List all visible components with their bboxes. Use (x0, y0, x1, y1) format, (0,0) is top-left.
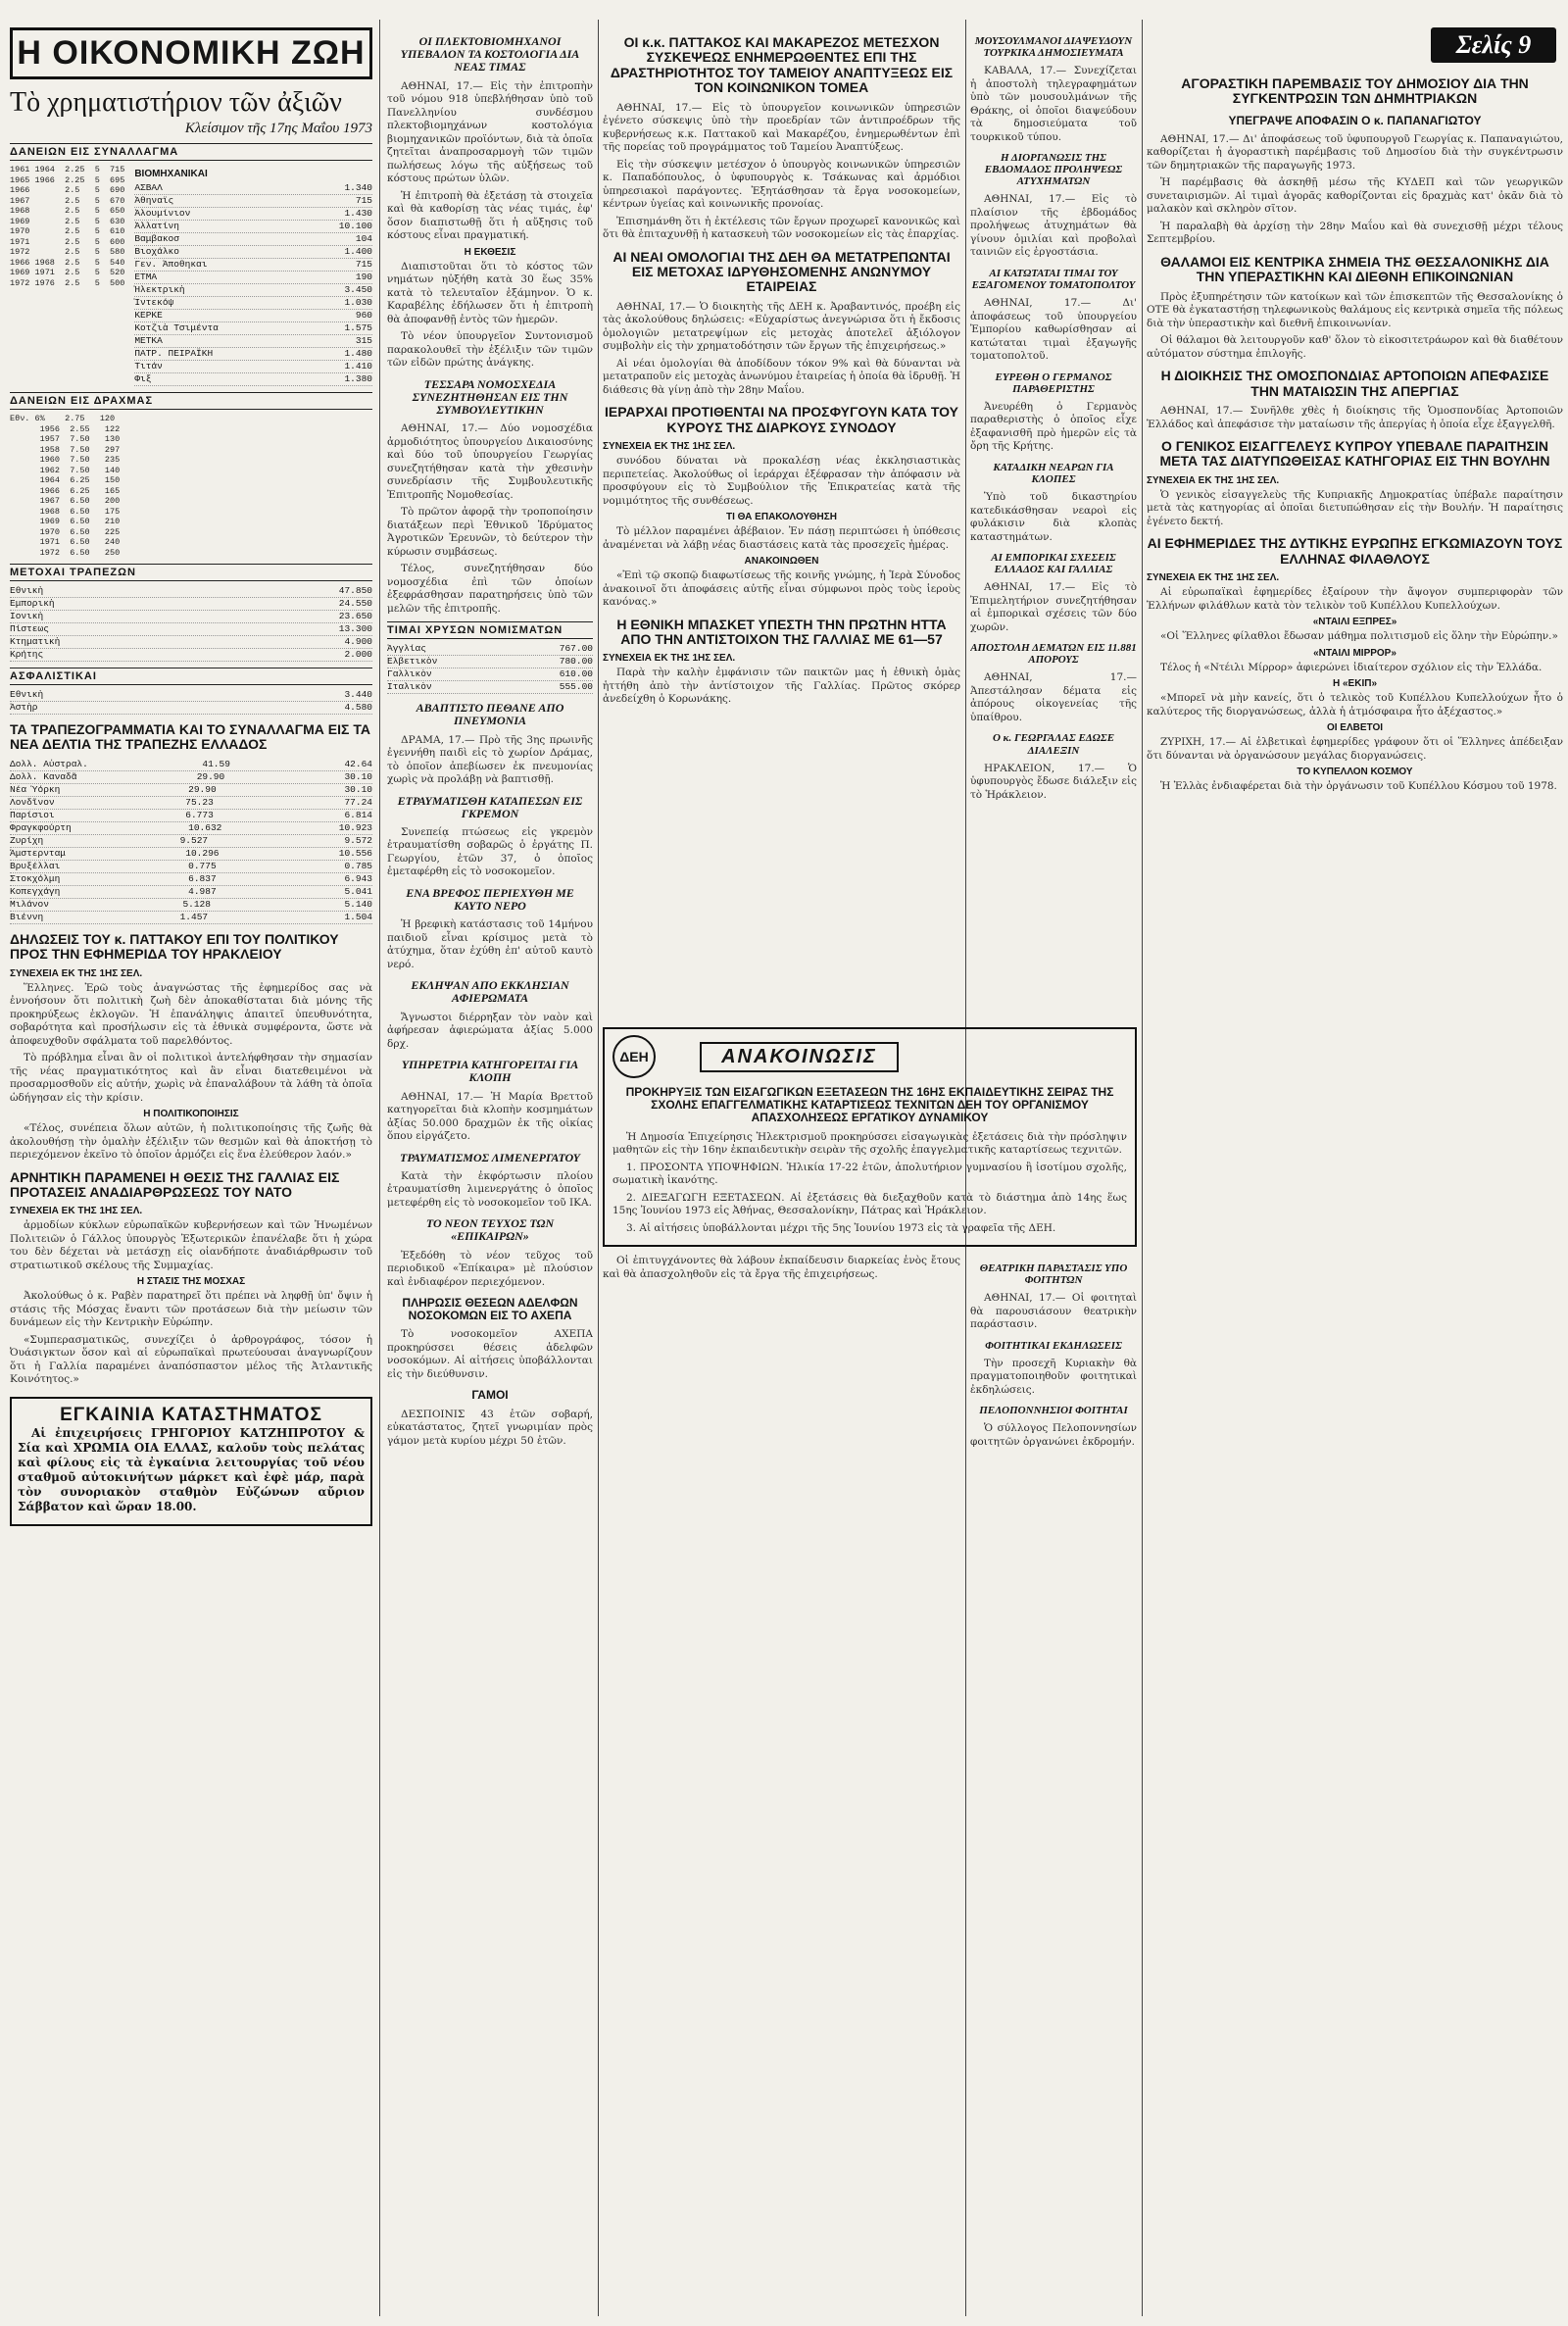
row-value: 47.850 (338, 585, 372, 596)
subheading: ΟΙ ΕΛΒΕΤΟΙ (1326, 722, 1384, 734)
headline-cliff: ΕΤΡΑΥΜΑΤΙΣΘΗ ΚΑΤΑΠΕΣΩΝ ΕΙΣ ΓΚΡΕΜΟΝ (397, 793, 583, 820)
row-value: 5.128 (182, 898, 211, 910)
table-row (134, 259, 372, 272)
article-text: «Τέλος, συνέπεια ὅλων αὐτῶν, ἡ πολιτικοποίησις τῆς ζωῆς θὰ ἀκολουθήσῃ τὴν ὁμαλὴν ἐξέλιξιν τῶν θεσμῶν καὶ θὰ ἀποκτήσῃ τὸ περιεχόμενον ἐκεῖνο τὸ ὁποῖον ἁρμόζει εἰς ἕνα ἐλεύθερον λαόν.» (10, 1122, 372, 1162)
table-row (10, 797, 372, 810)
headline-baby: ΑΒΑΠΤΙΣΤΟ ΠΕΘΑΝΕ ΑΠΟ ΠΝΕΥΜΟΝΙΑ (416, 701, 564, 728)
subheading: ΤΟ ΚΥΠΕΛΛΟΝ ΚΟΣΜΟΥ (1297, 767, 1413, 778)
row-value: 13.300 (338, 623, 372, 634)
row-label: Μιλάνον (10, 898, 49, 910)
row-label: Ἀθηναϊς (134, 195, 174, 206)
row-value: 9.527 (179, 834, 209, 846)
bourse-date: Κλείσιμον τῆς 17ης Μαΐου 1973 (184, 121, 372, 136)
row-label: Κρήτης (10, 649, 44, 660)
headline-basketball: Η ΕΘΝΙΚΗ ΜΠΑΣΚΕΤ ΥΠΕΣΤΗ ΤΗΝ ΠΡΩΤΗΝ ΗΤΤΑ ΑΠΟ ΤΗΝ ΑΝΤΙΣΤΟΙΧΟΝ ΤΗΣ ΓΑΛΛΙΑΣ ΜΕ 61—57 (616, 616, 947, 647)
article-text: 1. ΠΡΟΣΟΝΤΑ ΥΠΟΨΗΦΙΩΝ. Ἡλικία 17-22 ἐτῶν, ἀπολυτήριον γυμνασίου ἢ ἰσοτίμου σχολῆς, σωματικὴ ἰκανότης. (612, 1161, 1127, 1187)
page-number-badge: Σελίς 9 (1431, 27, 1556, 63)
headline-deh-exams: ΠΡΟΚΗΡΥΞΙΣ ΤΩΝ ΕΙΣΑΓΩΓΙΚΩΝ ΕΞΕΤΑΣΕΩΝ ΤΗΣ 16ΗΣ ΕΚΠΑΙΔΕΥΤΙΚΗΣ ΣΕΙΡΑΣ ΤΗΣ ΣΧΟΛΗΣ ΕΠΑΓΓΕΛΜΑΤΙΚΗΣ ΚΑΤΑΡΤΙΣΕΩΣ ΤΕΧΝΙΤΩΝ ΔΕΗ ΤΟΥ ΟΡΓΑΝΙΣΜΟΥ ΑΠΑΣΧΟΛΗΣΕΩΣ ΕΡΓΑΤΙΚΟΥ ΔΥΝΑΜΙΚΟΥ (625, 1085, 1114, 1125)
row-label: Ἐθνικὴ (10, 689, 44, 700)
subheading: Η «ΕΚΙΠ» (1332, 678, 1377, 690)
row-value: 767.00 (559, 643, 593, 655)
article-text: ΑΘΗΝΑΙ, 17.— Ἡ Μαρία Βρεττοῦ κατηγορεῖται διὰ κλοπὴν κοσμημάτων ἀξίας 50.000 δραχμῶν ἐκ τῆς οἰκίας ὅπου εἰργάζετο. (387, 1090, 593, 1142)
row-label: Ἠλεκτρικὴ (134, 284, 185, 295)
headline-forex: ΤΑ ΤΡΑΠΕΖΟΓΡΑΜΜΑΤΙΑ ΚΑΙ ΤΟ ΣΥΝΑΛΛΑΓΜΑ ΕΙΣ ΤΑ ΝΕΑ ΔΕΛΤΙΑ ΤΗΣ ΤΡΑΠΕΖΗΣ ΕΛΛΑΔΟΣ (10, 721, 370, 753)
article-text: ἀρμοδίων κύκλων εὐρωπαϊκῶν κυβερνήσεων καὶ τῶν Ἡνωμένων Πολιτειῶν ὁ Γάλλος ὑπουργὸς Ἐξωτερικῶν ἐπανέλαβε ὅτι ἡ χώρα του δὲν δέχεται νὰ μετάσχῃ εἰς οἱανδήποτε ἀναδιάρθρωσιν τοῦ στρατιωτικοῦ σκέλους τῆς Συμμαχίας. (10, 1219, 372, 1271)
row-value: 30.10 (344, 770, 372, 782)
subheading: Η ΠΟΛΙΤΙΚΟΠΟΙΗΣΙΣ (143, 1109, 239, 1120)
headline-pattakos-makarezos: ΟΙ κ.κ. ΠΑΤΤΑΚΟΣ ΚΑΙ ΜΑΚΑΡΕΖΟΣ ΜΕΤΕΣΧΟΝ ΣΥΣΚΕΨΕΩΣ ΕΝΗΜΕΡΩΘΕΝΤΕΣ ΕΠΙ ΤΗΣ ΔΡΑΣΤΗΡΙΟΤΗΤΟΣ ΤΟΥ ΤΑΜΕΙΟΥ ΑΝΑΠΤΥΞΕΩΣ ΕΙΣ ΤΟΝ ΚΟΙΝΩΝΙΚΟΝ ΤΟΜΕΑ (610, 34, 954, 96)
table-row (10, 873, 372, 886)
subheading: Η ΣΤΑΣΙΣ ΤΗΣ ΜΟΣΧΑΣ (136, 1276, 246, 1288)
table-row (134, 233, 372, 246)
table-row (134, 272, 372, 284)
article-text: Διαπιστοῦται ὅτι τὸ κόστος τῶν νημάτων ηὐξήθη κατὰ 30 ἕως 35% κατὰ τὸ τελευταῖον ἑξάμηνον. Ὁ κ. Καραβέλης ἐδήλωσεν ὅτι ἡ ἐπιτροπὴ θὰ ἀποφανθῇ ἐντὸς τῶν ἡμερῶν. (387, 260, 593, 325)
article-text: ΑΘΗΝΑΙ, 17.— Εἰς τὸ Ἐπιμελητήριον συνεζητήθησαν αἱ ἐμπορικαὶ σχέσεις τῶν δύο χωρῶν. (970, 581, 1137, 633)
table-row (134, 373, 372, 386)
headline-infant: ΕΝΑ ΒΡΕΦΟΣ ΠΕΡΙΕΧΥΘΗ ΜΕ ΚΑΥΤΟ ΝΕΡΟ (406, 885, 574, 914)
article-text: Αἱ νέαι ὁμολογίαι θὰ ἀποδίδουν τόκον 9% καὶ θὰ δύνανται νὰ μετατραποῦν εἰς μετοχὰς ἀνωνύμου ἑταιρείας ἡ ὁποία θὰ ἱδρυθῇ. Ἡ διάθεσις θὰ γίνῃ ἀπὸ τὴν 28ην Μαΐου. (603, 357, 960, 396)
headline-theft-trial: ΚΑΤΑΔΙΚΗ ΝΕΑΡΩΝ ΓΙΑ ΚΛΟΠΕΣ (993, 461, 1114, 485)
row-value: 1.457 (179, 911, 209, 922)
row-value: 1.480 (344, 348, 372, 359)
row-value: 29.90 (196, 770, 225, 782)
article-text: ΑΘΗΝΑΙ, 17.— Συνῆλθε χθὲς ἡ διοίκησις τῆς Ὁμοσπονδίας Ἀρτοποιῶν Ἑλλάδος καὶ ἀπεφάσισε τὴν ματαίωσιν τῆς ἀπεργίας ἡ ὁποία εἶχε ἐξαγγελθῆ. (1147, 405, 1563, 430)
table-row (134, 284, 372, 297)
table-row (134, 195, 372, 208)
table-row (10, 771, 372, 784)
row-label: Νέα Ὑόρκη (10, 783, 61, 795)
row-value: 610.00 (559, 668, 593, 680)
article-text: Τέλος, συνεζητήθησαν δύο νομοσχέδια ἐπὶ τῶν ὁποίων ἐξεφράσθησαν παρατηρήσεις ὑπὸ τῶν μελῶν τῆς ἐπιτροπῆς. (387, 563, 593, 615)
row-label: Ἀλλατίνη (134, 221, 179, 231)
row-value: 2.000 (344, 649, 372, 660)
row-label: Δολλ. Καναδᾶ (10, 770, 77, 782)
table-row (134, 297, 372, 310)
row-label: Ἀγγλίας (387, 643, 426, 655)
row-label: ΑΣΒΑΛ (134, 182, 163, 193)
row-label: Κοτζιὰ Τσιμέντα (134, 322, 219, 333)
forex-table (10, 759, 372, 924)
row-value: 1.410 (344, 361, 372, 371)
subheading: ΤΙ ΘΑ ΕΠΑΚΟΛΟΥΘΗΣΗ (726, 512, 837, 523)
headline-maid: ΥΠΗΡΕΤΡΙΑ ΚΑΤΗΓΟΡΕΙΤΑΙ ΓΙΑ ΚΛΟΠΗ (401, 1058, 579, 1085)
row-label: Γαλλικὸν (387, 668, 432, 680)
article-text: Ἐπισημάνθη ὅτι ἡ ἐκτέλεσις τῶν ἔργων προχωρεῖ κανονικῶς καὶ ὅτι θὰ ἐπιταχυνθῇ ἡ κατασκευὴ τῶν νοσοκομείων εἰς τὰς ἐπαρχίας. (603, 215, 960, 241)
article-text: Ὁ σύλλογος Πελοποννησίων φοιτητῶν ὀργανώνει ἐκδρομήν. (970, 1422, 1137, 1448)
article-text: ΑΘΗΝΑΙ, 17.— Δι' ἀποφάσεως τοῦ ὑπουργείου Ἐμπορίου καθωρίσθησαν αἱ κατώταται τιμαὶ ἐξαγωγῆς τοματοπολτοῦ. (970, 297, 1137, 363)
row-value: 1.430 (344, 208, 372, 219)
article-text: Αἱ εὐρωπαϊκαὶ ἐφημερίδες ἐξαίρουν τὴν ἄψογον συμπεριφορὰν τῶν Ἑλλήνων φιλάθλων κατὰ τὸν τελικὸν τοῦ Κυπέλλου Κυπελλούχων. (1147, 586, 1563, 612)
table-row (10, 611, 372, 623)
row-label: Βρυξέλλαι (10, 860, 61, 871)
article-text: συνόδου δύναται νὰ προκαλέσῃ νέας ἐκκλησιαστικὰς περιπετείας. Ἀκολούθως οἱ ἱεράρχαι ἐξέφρασαν τὴν ἀπόφασιν νὰ προσφύγουν εἰς τὸ Συμβούλιον τῆς Ἐπικρατείας κατὰ τῆς νομιμότητος τῆς συνθέσεως. (603, 455, 960, 507)
table-row (10, 861, 372, 873)
article-text: ΔΡΑΜΑ, 17.— Πρὸ τῆς 3ης πρωινῆς ἐγεννήθη παιδὶ εἰς τὸ χωρίον Δράμας, τὸ ὁποῖον ἀπεβίωσεν ἐκ πνευμονίας χωρὶς νὰ προλάβῃ νὰ βαπτισθῇ. (387, 733, 593, 785)
column-right (1147, 69, 1563, 2284)
table-row (10, 912, 372, 924)
row-value: 3.440 (344, 689, 372, 700)
row-label: Λονδῖνον (10, 796, 55, 808)
bourse-title: Τὸ χρηματιστήριον τῶν ἀξιῶν (10, 87, 342, 118)
article-text: Ἐξεδόθη τὸ νέον τεῦχος τοῦ περιοδικοῦ «Ἐπίκαιρα» μὲ πλούσιον καὶ ἐνδιαφέρον περιεχόμενον. (387, 1249, 593, 1288)
article-text: Εἰς τὴν σύσκεψιν μετέσχον ὁ ὑπουργὸς κοινωνικῶν ὑπηρεσιῶν κ. Παπαδόπουλος, ὁ ὑφυπουργὸς κ. Τσάκωνας καὶ ἀρμόδιοι ὑπηρεσιακοὶ παράγοντες. Ἐξητάσθησαν τὰ ἔργα νοσοκομείων, κέντρων ὑγείας καὶ κοινωνικῆς προνοίας. (603, 158, 960, 211)
table-row (10, 689, 372, 702)
section-header: ΜΕΤΟΧΑΙ ΤΡΑΠΕΖΩΝ (10, 564, 372, 581)
headline-tomato: ΑΙ ΚΑΤΩΤΑΤΑΙ ΤΙΜΑΙ ΤΟΥ ΕΞΑΓΟΜΕΝΟΥ ΤΟΜΑΤΟΠΟΛΤΟΥ (971, 267, 1136, 292)
article-text: Ἄγνωστοι διέρρηξαν τὸν ναὸν καὶ ἀφήρεσαν ἀφιερώματα ἀξίας 5.000 δρχ. (387, 1011, 593, 1050)
article-text: ΑΘΗΝΑΙ, 17.— Εἰς τὸ ὑπουργεῖον κοινωνικῶν ὑπηρεσιῶν ἐγένετο σύσκεψις ὑπὸ τὴν προεδρίαν τῶν ἀντιπροέδρων τῆς κυβερνήσεως κ.κ. Παττακοῦ καὶ Μακαρέζου, ἐνημερωθέντων ἐπὶ τῆς πορείας τοῦ προγράμματος τοῦ Ταμείου Ἀναπτύξεως. (603, 101, 960, 154)
headline-student-play: ΘΕΑΤΡΙΚΗ ΠΑΡΑΣΤΑΣΙΣ ΥΠΟ ΦΟΙΤΗΤΩΝ (979, 1262, 1128, 1287)
article-text: Ἡ ἐπιτροπὴ θὰ ἐξετάσῃ τὰ στοιχεῖα καὶ θὰ καθορίσῃ τὰς νέας τιμάς, ἐφ' ὅσον διαπιστωθῇ ὅτι ἡ αὔξησις τοῦ κόστους εἶναι πραγματική. (387, 189, 593, 242)
row-label: Βιέννη (10, 911, 44, 922)
table-row (134, 246, 372, 259)
table-row (134, 335, 372, 348)
row-label: Ἰταλικὸν (387, 681, 432, 693)
row-label: Κτηματικὴ (10, 636, 61, 647)
row-value: 315 (355, 335, 372, 346)
row-value: 41.59 (202, 758, 230, 769)
drachma-bond-rows: Ἐθν. 6% 2.75 120 1956 2.55 122 1957 7.50 130 1958 7.50 297 1960 7.50 235 1962 7.50 140 1964 6.25 150 1966 6.25 165 1967 6.50 200 1968 6.50 175 1969 6.50 210 1970 6.50 225 1971 6.50 240 1972 6.50 250 (10, 414, 121, 558)
table-row (10, 623, 372, 636)
column-economy (10, 27, 372, 2311)
column-main-news (603, 27, 960, 1008)
row-label: Φραγκφούρτη (10, 821, 72, 833)
article-text: Ἡ βρεφικὴ κατάστασις τοῦ 14μήνου παιδιοῦ εἶναι κρίσιμος μετὰ τὸ ἀτύχημα, ὅταν ἐχύθη ἐπ' αὐτοῦ καυτὸ νερό. (387, 918, 593, 970)
row-label: Βιοχάλκο (134, 246, 179, 257)
headline-thessaloniki-booths: ΘΑΛΑΜΟΙ ΕΙΣ ΚΕΝΤΡΙΚΑ ΣΗΜΕΙΑ ΤΗΣ ΘΕΣΣΑΛΟΝΙΚΗΣ ΔΙΑ ΤΗΝ ΥΠΕΡΑΣΤΙΚΗΝ ΚΑΙ ΔΙΕΘΝΗ ΕΠΙΚΟΙΝΩΝΙΑΝ (1160, 253, 1549, 285)
row-label: ΜΕΤΚΑ (134, 335, 163, 346)
row-value: 42.64 (344, 758, 372, 769)
row-value: 104 (355, 233, 372, 244)
headline-accidents: Η ΔΙΟΡΓΑΝΩΣΙΣ ΤΗΣ ΕΒΔΟΜΑΔΟΣ ΠΡΟΛΗΨΕΩΣ ΑΤΥΧΗΜΑΤΩΝ (984, 152, 1123, 188)
article-text: Τὸ πρῶτον ἀφορᾷ τὴν τροποποίησιν διατάξεων περὶ Ἐθνικοῦ Ἱδρύματος Ἀγροτικῶν Ἐρευνῶν, τὸ δεύτερον τὴν κύρωσιν συμβάσεως. (387, 506, 593, 558)
row-label: Πίστεως (10, 623, 49, 634)
headline-german: ΕΥΡΕΘΗ Ο ΓΕΡΜΑΝΟΣ ΠΑΡΑΘΕΡΙΣΤΗΣ (995, 371, 1112, 395)
table-row (10, 636, 372, 649)
row-value: 29.90 (188, 783, 217, 795)
notices-box (603, 1027, 1137, 1247)
continuation-label: ΣΥΝΕΧΕΙΑ ΕΚ ΤΗΣ 1ΗΣ ΣΕΛ. (603, 653, 736, 665)
row-label: Ἀλουμίνιον (134, 208, 191, 219)
table-row (134, 348, 372, 361)
column-rule (1142, 20, 1143, 2316)
row-value: 4.580 (344, 702, 372, 713)
row-label: Ἐθνικὴ (10, 585, 44, 596)
headline-parcels: ΑΠΟΣΤΟΛΗ ΔΕΜΑΤΩΝ ΕΙΣ 11.881 ΑΠΟΡΟΥΣ (970, 642, 1137, 667)
table-row (10, 702, 372, 715)
article-text: ΗΡΑΚΛΕΙΟΝ, 17.— Ὁ ὑφυπουργὸς ἔδωσε διάλεξιν εἰς τὸ Ἡράκλειον. (970, 762, 1137, 801)
article-text: Τέλος ἡ «Ντέιλι Μίρρορ» ἀφιερώνει ἰδιαίτερον σχόλιον εἰς τὴν Ἑλλάδα. (1160, 661, 1543, 673)
article-text: Ἡ παραλαβὴ θὰ ἀρχίσῃ τὴν 28ην Μαΐου καὶ θὰ συνεχισθῇ μέχρι τέλους Σεπτεμβρίου. (1147, 220, 1563, 246)
row-label: Ἰντεκόψ (134, 297, 174, 308)
article-text: Τὸ νοσοκομεῖον ΑΧΕΠΑ προκηρύσσει θέσεις ἀδελφῶν νοσοκόμων. Αἱ αἰτήσεις ὑποβάλλονται εἰς τὴν διεύθυνσιν. (387, 1328, 593, 1380)
article-text: Τὸ μέλλον παραμένει ἀβέβαιον. Ἐν πάσῃ περιπτώσει ἡ ὑπόθεσις ἀναμένεται νὰ λάβῃ νέας διαστάσεις κατὰ τὰς προσεχεῖς ἡμέρας. (603, 525, 960, 551)
row-value: 1.030 (344, 297, 372, 308)
row-value: 960 (355, 310, 372, 321)
row-value: 1.504 (344, 911, 372, 922)
article-text: Πρὸς ἐξυπηρέτησιν τῶν κατοίκων καὶ τῶν ἐπισκεπτῶν τῆς Θεσσαλονίκης ὁ ΟΤΕ θὰ ἐγκαταστήσῃ τηλεφωνικοὺς θαλάμους εἰς κεντρικὰ σημεῖα τῆς πόλεως διὰ τὴν ὑπεραστικὴν καὶ διεθνῆ ἐπικοινωνίαν. (1147, 290, 1563, 329)
ad-body: Αἱ ἐπιχειρήσεις ΓΡΗΓΟΡΙΟΥ ΚΑΤΖΗΠΡΟΤΟΥ & Σία καὶ ΧΡΩΜΙΑ ΟΙΑ ΕΛΛΑΣ, καλοῦν τοὺς πελάτας καὶ φίλους εἰς τὰ ἐγκαίνια λειτουργίας τοῦ νέου σταθμοῦ αὐτοκινήτων μάρκετ καὶ ἐφὲ μάρ, παρὰ τὸν συνοριακὸν σταθμὸν Εὐζώνων αὔριον Σάββατον καὶ ὥραν 18.00. (18, 1425, 365, 1513)
continuation-label: ΣΥΝΕΧΕΙΑ ΕΚ ΤΗΣ 1ΗΣ ΣΕΛ. (10, 1206, 143, 1217)
table-row (387, 668, 593, 681)
article-text: Συνεπείᾳ πτώσεως εἰς γκρεμὸν ἐτραυματίσθη σοβαρῶς ὁ ἐργάτης Π. Γεωργίου, ἐτῶν 37, ὁ ὁποῖος ἐμεταφέρθη εἰς τὸ νοσοκομεῖον. (387, 825, 593, 878)
table-row (10, 835, 372, 848)
row-value: 77.24 (344, 796, 372, 808)
article-text: Ἀνευρέθη ὁ Γερμανὸς παραθεριστὴς ὁ ὁποῖος εἶχε ἐξαφανισθῆ πρὸ ἡμερῶν εἰς τὰ ὄρη τῆς Κρήτης. (970, 400, 1137, 453)
headline-peloponnese: ΠΕΛΟΠΟΝΝΗΣΙΟΙ ΦΟΙΤΗΤΑΙ (979, 1405, 1128, 1417)
headline-muslims: ΜΟΥΣΟΥΛΜΑΝΟΙ ΔΙΑΨΕΥΔΟΥΝ ΤΟΥΡΚΙΚΑ ΔΗΜΟΣΙΕΥΜΑΤΑ (974, 35, 1133, 60)
row-value: 190 (355, 272, 372, 282)
table-row (134, 208, 372, 221)
row-value: 4.900 (344, 636, 372, 647)
article-text: Παρὰ τὴν καλὴν ἐμφάνισιν τῶν παικτῶν μας ἡ ἐθνικὴ ὁμὰς ἡττήθη ἀπὸ τὴν ἀντίστοιχον τῆς Γαλλίας. Πρῶτος σκόρερ ἀνεδείχθη ὁ Κορωνάκης. (603, 667, 960, 706)
article-text: ΑΘΗΝΑΙ, 17.— Δύο νομοσχέδια ἀρμοδιότητος ὑπουργείου Δικαιοσύνης καὶ δύο τοῦ ὑπουργείου Γεωργίας συνεζητήθησαν κατὰ τὴν χθεσινὴν συνεδρίασιν τῆς Συμβουλευτικῆς Ἐπιτροπῆς Νομοθεσίας. (387, 422, 593, 501)
table-row (134, 322, 372, 335)
article-text: Ἡ παρέμβασις θὰ ἀσκηθῇ μέσω τῆς ΚΥΔΕΠ καὶ τῶν γεωργικῶν συνεταιρισμῶν. Αἱ τιμαὶ ἀγορᾶς καθορίζονται εἰς δραχμὰς κατ' ὀκᾶν διὰ τὸ μαλακὸν καὶ σκληρὸν σῖτον. (1147, 176, 1563, 216)
table-row (10, 784, 372, 797)
article-text: Ἡ Ἑλλὰς ἐνδιαφέρεται διὰ τὴν ὀργάνωσιν τοῦ Κυπέλλου Κόσμου τοῦ 1978. (1160, 780, 1557, 793)
article-text: «Ἐπὶ τῷ σκοπῷ διαφωτίσεως τῆς κοινῆς γνώμης, ἡ Ἱερὰ Σύνοδος ἀνακοινοῖ ὅτι ἀποφάσεις αὐτῆς εἶναι σύμφωνοι πρὸς τοὺς ἱεροὺς κανόνας.» (603, 569, 960, 609)
column-regional (970, 27, 1137, 1008)
section-header: ΤΙΜΑΙ ΧΡΥΣΩΝ ΝΟΜΙΣΜΑΤΩΝ (387, 621, 593, 639)
headline-magazine: ΤΟ ΝΕΟΝ ΤΕΥΧΟΣ ΤΩΝ «ΕΠΙΚΑΙΡΩΝ» (425, 1216, 555, 1244)
ad-title: ΕΓΚΑΙΝΙΑ ΚΑΤΑΣΤΗΜΑΤΟΣ (60, 1404, 322, 1425)
headline-weddings: ΓΑΜΟΙ (471, 1388, 509, 1403)
section-header: ΔΑΝΕΙΩΝ ΕΙΣ ΣΥΝΑΛΛΑΓΜΑ (10, 143, 372, 161)
row-value: 1.575 (344, 322, 372, 333)
article-text: ΖΥΡΙΧΗ, 17.— Αἱ ἐλβετικαὶ ἐφημερίδες γράφουν ὅτι οἱ Ἕλληνες ἀπέδειξαν ὅτι δύνανται νὰ ὀργανώσουν μεγάλας διοργανώσεις. (1147, 736, 1563, 762)
bank-list (10, 585, 372, 662)
article-text: ΑΘΗΝΑΙ, 17.— Οἱ φοιτηταὶ θὰ παρουσιάσουν θεατρικὴν παράστασιν. (970, 1292, 1137, 1331)
table-row (10, 649, 372, 662)
headline-trade: ΑΙ ΕΜΠΟΡΙΚΑΙ ΣΧΕΣΕΙΣ ΕΛΛΑΔΟΣ ΚΑΙ ΓΑΛΛΙΑΣ (991, 552, 1116, 576)
column-rule (598, 20, 599, 2316)
row-label: Ἰονικὴ (10, 611, 44, 621)
table-row (387, 643, 593, 656)
stock-list (134, 182, 372, 386)
row-label: Ζυρίχη (10, 834, 44, 846)
article-text: Τὸ πρόβλημα εἶναι ἂν οἱ πολιτικοὶ ἀντελήφθησαν τὴν σημασίαν τῆς νέας πραγματικότητος καὶ ἂν εἶναι διατεθειμένοι νὰ προσαρμοσθοῦν εἰς αὐτήν, χωρὶς νὰ ἐπαναλάβουν τὰ λάθη τὰ ὁποῖα ὡδήγησαν εἰς τὴν κρίσιν. (10, 1052, 372, 1104)
headline-lecture: Ο κ. ΓΕΩΡΓΑΛΑΣ ΕΔΩΣΕ ΔΙΑΛΕΞΙΝ (992, 732, 1115, 757)
article-text: ΑΘΗΝΑΙ, 17.— Ἀπεστάλησαν δέματα εἰς ἀπόρους οἰκογενείας τῆς ὑπαίθρου. (970, 671, 1137, 723)
article-text: Τὸ νέον ὑπουργεῖον Συντονισμοῦ παρακολουθεῖ τὴν ἐξέλιξιν τῶν τιμῶν τῶν εἰδῶν πρώτης ἀνάγκης. (387, 330, 593, 370)
row-label: Κοπεγχάγη (10, 885, 61, 897)
row-label: Στοκχόλμη (10, 872, 61, 884)
continuation-label: ΣΥΝΕΧΕΙΑ ΕΚ ΤΗΣ 1ΗΣ ΣΕΛ. (10, 967, 143, 979)
insurance-list (10, 689, 372, 715)
row-label: ΕΤΜΑ (134, 272, 158, 282)
table-row (134, 221, 372, 233)
bond-rows: 1961 1964 2.25 5 715 1965 1966 2.25 5 695 1966 2.5 5 690 1967 2.5 5 670 1968 2.5 5 650 1969 2.5 5 630 1970 2.5 5 610 1971 2.5 5 600 1972 2.5 5 580 1966 1968 2.5 5 540 1969 1971 2.5 5 520 1972 1976 2.5 5 500 (10, 165, 125, 288)
table-row (10, 899, 372, 912)
article-text: «Οἱ Ἕλληνες φίλαθλοι ἔδωσαν μάθημα πολιτισμοῦ εἰς ὅλην τὴν Εὐρώπην.» (1160, 630, 1558, 643)
article-text: 3. Αἱ αἰτήσεις ὑποβάλλονται μέχρι τῆς 5ης Ἰουνίου 1973 εἰς τὰ γραφεῖα τῆς ΔΕΗ. (626, 1221, 1056, 1234)
article-text: ΔΕΣΠΟΙΝΙΣ 43 ἐτῶν σοβαρή, εὐκατάστατος, ζητεῖ γνωριμίαν πρὸς γάμον μετὰ κυρίου μέχρι 50 ἐτῶν. (387, 1408, 593, 1447)
row-value: 6.943 (344, 872, 372, 884)
row-label: ΚΕΡΚΕ (134, 310, 163, 321)
row-label: Βαμβακοσ (134, 233, 179, 244)
row-label: Ἀστὴρ (10, 702, 38, 713)
table-row (10, 886, 372, 899)
row-label: Ἐλβετικὸν (387, 656, 438, 668)
row-value: 0.775 (188, 860, 217, 871)
continuation-label: ΣΥΝΕΧΕΙΑ ΕΚ ΤΗΣ 1ΗΣ ΣΕΛ. (603, 441, 736, 453)
masthead: Η ΟΙΚΟΝΟΜΙΚΗ ΖΩΗ (10, 27, 372, 79)
row-value: 715 (355, 195, 372, 206)
article-text: Ἀκολούθως ὁ κ. Ραβὲν παρατηρεῖ ὅτι πρέπει νὰ ληφθῇ ὑπ' ὄψιν ἡ στάσις τῆς Μόσχας ἔναντι τῶν προτάσεων διὰ τὴν μείωσιν τῶν δυνάμεων εἰς τὴν Κεντρικὴν Εὐρώπην. (10, 1290, 372, 1329)
article-text: Ἡ Δημοσία Ἐπιχείρησις Ἠλεκτρισμοῦ προκηρύσσει εἰσαγωγικὰς ἐξετάσεις διὰ τὴν πρόσληψιν μαθητῶν εἰς τὴν 16ην ἐκπαιδευτικὴν σειρὰν τῆς σχολῆς ἐπαγγελματικῆς καταρτίσεως τεχνιτῶν. (612, 1130, 1127, 1157)
headline-deh-bonds: ΑΙ ΝΕΑΙ ΟΜΟΛΟΓΙΑΙ ΤΗΣ ΔΕΗ ΘΑ ΜΕΤΑΤΡΕΠΩΝΤΑΙ ΕΙΣ ΜΕΤΟΧΑΣ ΙΔΡΥΘΗΣΟΜΕΝΗΣ ΑΝΩΝΥΜΟΥ ΕΤΑΙΡΕΙΑΣ (612, 248, 951, 295)
headline-knitwear: ΟΙ ΠΛΕΚΤΟΒΙΟΜΗΧΑΝΟΙ ΥΠΕΒΑΛΟΝ ΤΑ ΚΟΣΤΟΛΟΓΙΑ ΔΙΑ ΝΕΑΣ ΤΙΜΑΣ (400, 34, 580, 74)
row-value: 6.837 (188, 872, 217, 884)
article-text: Ἕλληνες. Ἐρῶ τοὺς ἀναγνώστας τῆς ἐφημερίδος σας νὰ ἐννοήσουν ὅτι πολιτικὴ ζωὴ δὲν ἀποκαθίσταται διὰ μόνης τῆς προκηρύξεως ἐκλογῶν. Ἡ ἐπανάληψις ἀπαιτεῖ ὑπευθυνότητα, σοβαρότητα καὶ προσήλωσιν εἰς τὰ ἐθνικὰ συμφέροντα, ὥστε νὰ ἀποφευχθοῦν σφάλματα τοῦ παρελθόντος. (10, 981, 372, 1047)
subheading: ΑΝΑΚΟΙΝΩΘΕΝ (744, 556, 819, 568)
table-row (10, 848, 372, 861)
row-value: 5.041 (344, 885, 372, 897)
column-rule (379, 20, 380, 2316)
row-value: 10.632 (188, 821, 222, 833)
row-value: 9.572 (344, 834, 372, 846)
row-value: 1.380 (344, 373, 372, 384)
continuation-label: ΣΥΝΕΧΕΙΑ ΕΚ ΤΗΣ 1ΗΣ ΣΕΛ. (1147, 572, 1280, 584)
article-text: Οἱ ἐπιτυγχάνοντες θὰ λάβουν ἐκπαίδευσιν διαρκείας ἑνὸς ἔτους καὶ θὰ ἀπασχοληθοῦν εἰς τὰ ἔργα τῆς ἐπιχειρήσεως. (603, 1255, 960, 1280)
subheading: Η ΕΚΘΕΣΙΣ (464, 246, 516, 258)
advertisement (10, 1397, 372, 1526)
row-value: 0.785 (344, 860, 372, 871)
row-value: 5.140 (344, 898, 372, 910)
article-text: Ὁ γενικὸς εἰσαγγελεὺς τῆς Κυπριακῆς Δημοκρατίας ὑπέβαλε παραίτησιν μετὰ τὰς κατηγορίας αἱ ὁποῖαι διετυπώθησαν εἰς τὴν Βουλήν. Ἡ παραίτησις ἐγένετο δεκτή. (1147, 488, 1563, 527)
notices-title: ΑΝΑΚΟΙΝΩΣΙΣ (700, 1042, 899, 1072)
table-row (10, 598, 372, 611)
row-value: 75.23 (185, 796, 214, 808)
row-value: 555.00 (559, 681, 593, 693)
article-text: 2. ΔΙΕΞΑΓΩΓΗ ΕΞΕΤΑΣΕΩΝ. Αἱ ἐξετάσεις θὰ διεξαχθοῦν κατὰ τὸ διάστημα ἀπὸ 14ης ἕως 15ης Ἰουνίου 1973 εἰς Ἀθήνας, Θεσσαλονίκην, Πάτρας καὶ Ἡράκλειον. (612, 1191, 1127, 1217)
row-value: 780.00 (559, 656, 593, 668)
article-text: Τὴν προσεχῆ Κυριακὴν θὰ πραγματοποιηθοῦν φοιτητικαὶ ἐκδηλώσεις. (970, 1357, 1137, 1396)
section-header: ΒΙΟΜΗΧΑΝΙΚΑΙ (134, 169, 208, 179)
headline-bakers: Η ΔΙΟΙΚΗΣΙΣ ΤΗΣ ΟΜΟΣΠΟΝΔΙΑΣ ΑΡΤΟΠΟΙΩΝ ΑΠΕΦΑΣΙΣΕ ΤΗΝ ΜΑΤΑΙΩΣΙΝ ΤΗΣ ΑΠΕΡΓΙΑΣ (1160, 368, 1549, 399)
row-label: Παρίσιοι (10, 809, 55, 820)
row-value: 10.296 (185, 847, 220, 859)
headline-hierarchs: ΙΕΡΑΡΧΑΙ ΠΡΟΤΙΘΕΝΤΑΙ ΝΑ ΠΡΟΣΦΥΓΟΥΝ ΚΑΤΑ ΤΟΥ ΚΥΡΟΥΣ ΤΗΣ ΔΙΑΡΚΟΥΣ ΣΥΝΟΔΟΥ (605, 404, 958, 435)
row-label: Δολλ. Αὐστραλ. (10, 758, 88, 769)
table-row (10, 759, 372, 771)
column-news-briefs (387, 27, 593, 2311)
row-label: Ἐμπορικὴ (10, 598, 55, 609)
article-text: ΑΘΗΝΑΙ, 17.— Εἰς τὴν ἐπιτροπὴν τοῦ νόμου 918 ὑπεβλήθησαν ὑπὸ τοῦ Πανελληνίου συνδέσμου πλεκτοβιομηχάνων κοστολόγια βιομηχανικῶν προϊόντων, διὰ τὰ ὁποῖα ζητεῖται ἀναπροσαρμογὴ τῶν τιμῶν πωλήσεως λόγω τῆς αὐξήσεως τοῦ κόστους πρώτων ὑλῶν. (387, 79, 593, 185)
table-row (134, 310, 372, 322)
row-value: 6.773 (185, 809, 214, 820)
headline-student-events: ΦΟΙΤΗΤΙΚΑΙ ΕΚΔΗΛΩΣΕΙΣ (985, 1339, 1122, 1352)
bourse-table (10, 165, 372, 386)
table-row (387, 656, 593, 668)
row-label: ΠΑΤΡ. ΠΕΙΡΑΪΚΗ (134, 348, 214, 359)
headline-nurses: ΠΛΗΡΩΣΙΣ ΘΕΣΕΩΝ ΑΔΕΛΦΩΝ ΝΟΣΟΚΟΜΩΝ ΕΙΣ ΤΟ ΑΧΕΠΑ (402, 1296, 578, 1323)
row-value: 1.400 (344, 246, 372, 257)
headline-pattakos-crete: ΔΗΛΩΣΕΙΣ ΤΟΥ κ. ΠΑΤΤΑΚΟΥ ΕΠΙ ΤΟΥ ΠΟΛΙΤΙΚΟΥ ΠΡΟΣ ΤΗΝ ΕΦΗΜΕΡΙΔΑ ΤΟΥ ΗΡΑΚΛΕΙΟΥ (10, 930, 339, 963)
row-value: 30.10 (344, 783, 372, 795)
row-value: 10.100 (338, 221, 372, 231)
column-notices (603, 1019, 1137, 2284)
article-text: Κατὰ τὴν ἐκφόρτωσιν πλοίου ἐτραυματίσθη λιμενεργάτης ὁ ὁποῖος μετεφέρθη εἰς τὸ νοσοκομεῖον τοῦ ΙΚΑ. (387, 1169, 593, 1209)
gold-list (387, 643, 593, 694)
row-value: 24.550 (338, 598, 372, 609)
row-value: 10.556 (338, 847, 372, 859)
headline-cyprus: Ο ΓΕΝΙΚΟΣ ΕΙΣΑΓΓΕΛΕΥΣ ΚΥΠΡΟΥ ΥΠΕΒΑΛΕ ΠΑΡΑΙΤΗΣΙΝ ΜΕΤΑ ΤΑΣ ΔΙΑΤΥΠΩΘΕΙΣΑΣ ΚΑΤΗΓΟΡΙΑΣ ΕΙΣ ΤΗΝ ΒΟΥΛΗΝ (1159, 438, 1550, 470)
article-text: «Συμπερασματικῶς, συνεχίζει ὁ ἀρθρογράφος, τόσον ἡ Ὀυάσιγκτων ὅσον καὶ αἱ εὐρωπαϊκαὶ πρωτεύουσαι ἀναγνωρίζουν ὅτι ἡ Γαλλία παραμένει ἀναπόσπαστον μέλος τῆς Ἀτλαντικῆς Κοινότητος.» (10, 1333, 372, 1386)
headline-papanagiotou: ΥΠΕΓΡΑΨΕ ΑΠΟΦΑΣΙΝ Ο κ. ΠΑΠΑΝΑΓΙΩΤΟΥ (1228, 113, 1482, 127)
table-row (10, 822, 372, 835)
table-row (387, 681, 593, 694)
headline-grain: ΑΓΟΡΑΣΤΙΚΗ ΠΑΡΕΜΒΑΣΙΣ ΤΟΥ ΔΗΜΟΣΙΟΥ ΔΙΑ ΤΗΝ ΣΥΓΚΕΝΤΡΩΣΙΝ ΤΩΝ ΔΗΜΗΤΡΙΑΚΩΝ (1181, 75, 1529, 107)
article-text: ΑΘΗΝΑΙ, 17.— Ὁ διοικητὴς τῆς ΔΕΗ κ. Ἀραβαντινός, προέβη εἰς τὰς ἀκολούθους δηλώσεις: «Εὐχαρίστως ἀνεγνώρισα ὅτι ἡ ἔκδοσις ὁμολογιῶν μετατρεψίμων εἰς μετοχὰς ἀποτελεῖ ἀξιόλογον συμβολὴν εἰς τὴν χρηματοδότησιν τῶν ἔργων τῆς ἐπιχειρήσεως.» (603, 300, 960, 353)
section-header: ΔΑΝΕΙΩΝ ΕΙΣ ΔΡΑΧΜΑΣ (10, 392, 372, 410)
subheading: «ΝΤΑΙΛΙ ΜΙΡΡΟΡ» (1313, 647, 1396, 659)
headline-france-nato: ΑΡΝΗΤΙΚΗ ΠΑΡΑΜΕΝΕΙ Η ΘΕΣΙΣ ΤΗΣ ΓΑΛΛΙΑΣ ΕΙΣ ΠΡΟΤΑΣΕΙΣ ΑΝΑΔΙΑΡΘΡΩΣΕΩΣ ΤΟΥ ΝΑΤΟ (10, 1168, 340, 1200)
article-text: Οἱ θάλαμοι θὰ λειτουργοῦν καθ' ὅλον τὸ εἰκοσιτετράωρον καὶ θὰ διαθέτουν αὐτόματον σύστημα ἐπιλογῆς. (1147, 334, 1563, 360)
article-text: ΚΑΒΑΛΑ, 17.— Συνεχίζεται ἡ ἀποστολὴ τηλεγραφημάτων ὑπὸ τῶν μουσουλμάνων τῆς Θράκης, οἱ ὁποῖοι διαψεύδουν τὰ δημοσιεύματα τοῦ τουρκικοῦ τύπου. (970, 65, 1137, 143)
row-value: 4.987 (188, 885, 217, 897)
headline-church-theft: ΕΚΛΗΨΑΝ ΑΠΟ ΕΚΚΛΗΣΙΑΝ ΑΦΙΕΡΩΜΑΤΑ (411, 978, 569, 1006)
headline-docker: ΤΡΑΥΜΑΤΙΣΜΟΣ ΛΙΜΕΝΕΡΓΑΤΟΥ (400, 1150, 580, 1164)
row-value: 23.650 (338, 611, 372, 621)
row-value: 10.923 (338, 821, 372, 833)
article-text: «Μπορεῖ νὰ μὴν κανείς, ὅτι ὁ τελικὸς τοῦ Κυπέλλου Κυπελλούχων ἦτο ὁ καλύτερος τῆς διοργανώσεως, ἀλλὰ ἡ ἀτμόσφαιρα ἦτο ἀξέχαστος.» (1147, 692, 1563, 718)
row-label: Ἄμστερνταμ (10, 847, 67, 859)
row-label: Τιτάν (134, 361, 163, 371)
article-text: Ὑπὸ τοῦ δικαστηρίου κατεδικάσθησαν νεαροὶ εἰς φυλάκισιν διὰ κλοπὰς καταστημάτων. (970, 491, 1137, 543)
article-text: ΑΘΗΝΑΙ, 17.— Εἰς τὸ πλαίσιον τῆς ἑβδομάδος προλήψεως ἀτυχημάτων θὰ γίνουν ὁμιλίαι καὶ προβολαὶ ταινιῶν εἰς ἐργοστάσια. (970, 193, 1137, 259)
row-label: Γεν. Ἀποθηκαι (134, 259, 208, 270)
subheading: «ΝΤΑΙΛΙ ΕΞΠΡΕΣ» (1312, 617, 1397, 628)
table-row (134, 361, 372, 373)
table-row (134, 182, 372, 195)
section-header: ΑΣΦΑΛΙΣΤΙΚΑΙ (10, 668, 372, 685)
headline-bills: ΤΕΣΣΑΡΑ ΝΟΜΟΣΧΕΔΙΑ ΣΥΝΕΖΗΤΗΘΗΣΑΝ ΕΙΣ ΤΗΝ ΣΥΜΒΟΥΛΕΥΤΙΚΗΝ (412, 376, 568, 417)
deh-logo-icon: ΔΕΗ (612, 1035, 656, 1078)
table-row (10, 585, 372, 598)
row-value: 6.814 (344, 809, 372, 820)
row-label: Φιξ (134, 373, 152, 384)
headline-fans: ΑΙ ΕΦΗΜΕΡΙΔΕΣ ΤΗΣ ΔΥΤΙΚΗΣ ΕΥΡΩΠΗΣ ΕΓΚΩΜΙΑΖΟΥΝ ΤΟΥΣ ΕΛΛΗΝΑΣ ΦΙΛΑΘΛΟΥΣ (1147, 535, 1563, 567)
table-row (10, 810, 372, 822)
continuation-label: ΣΥΝΕΧΕΙΑ ΕΚ ΤΗΣ 1ΗΣ ΣΕΛ. (1147, 474, 1280, 486)
row-value: 3.450 (344, 284, 372, 295)
row-value: 715 (355, 259, 372, 270)
article-text: ΑΘΗΝΑΙ, 17.— Δι' ἀποφάσεως τοῦ ὑφυπουργοῦ Γεωργίας κ. Παπαναγιώτου, καθορίζεται ἡ ἀγοραστικὴ παρέμβασις τοῦ Δημοσίου διὰ τὴν συγκέντρωσιν τῶν δημητριακῶν τῆς παραγωγῆς 1973. (1147, 132, 1563, 172)
row-value: 1.340 (344, 182, 372, 193)
